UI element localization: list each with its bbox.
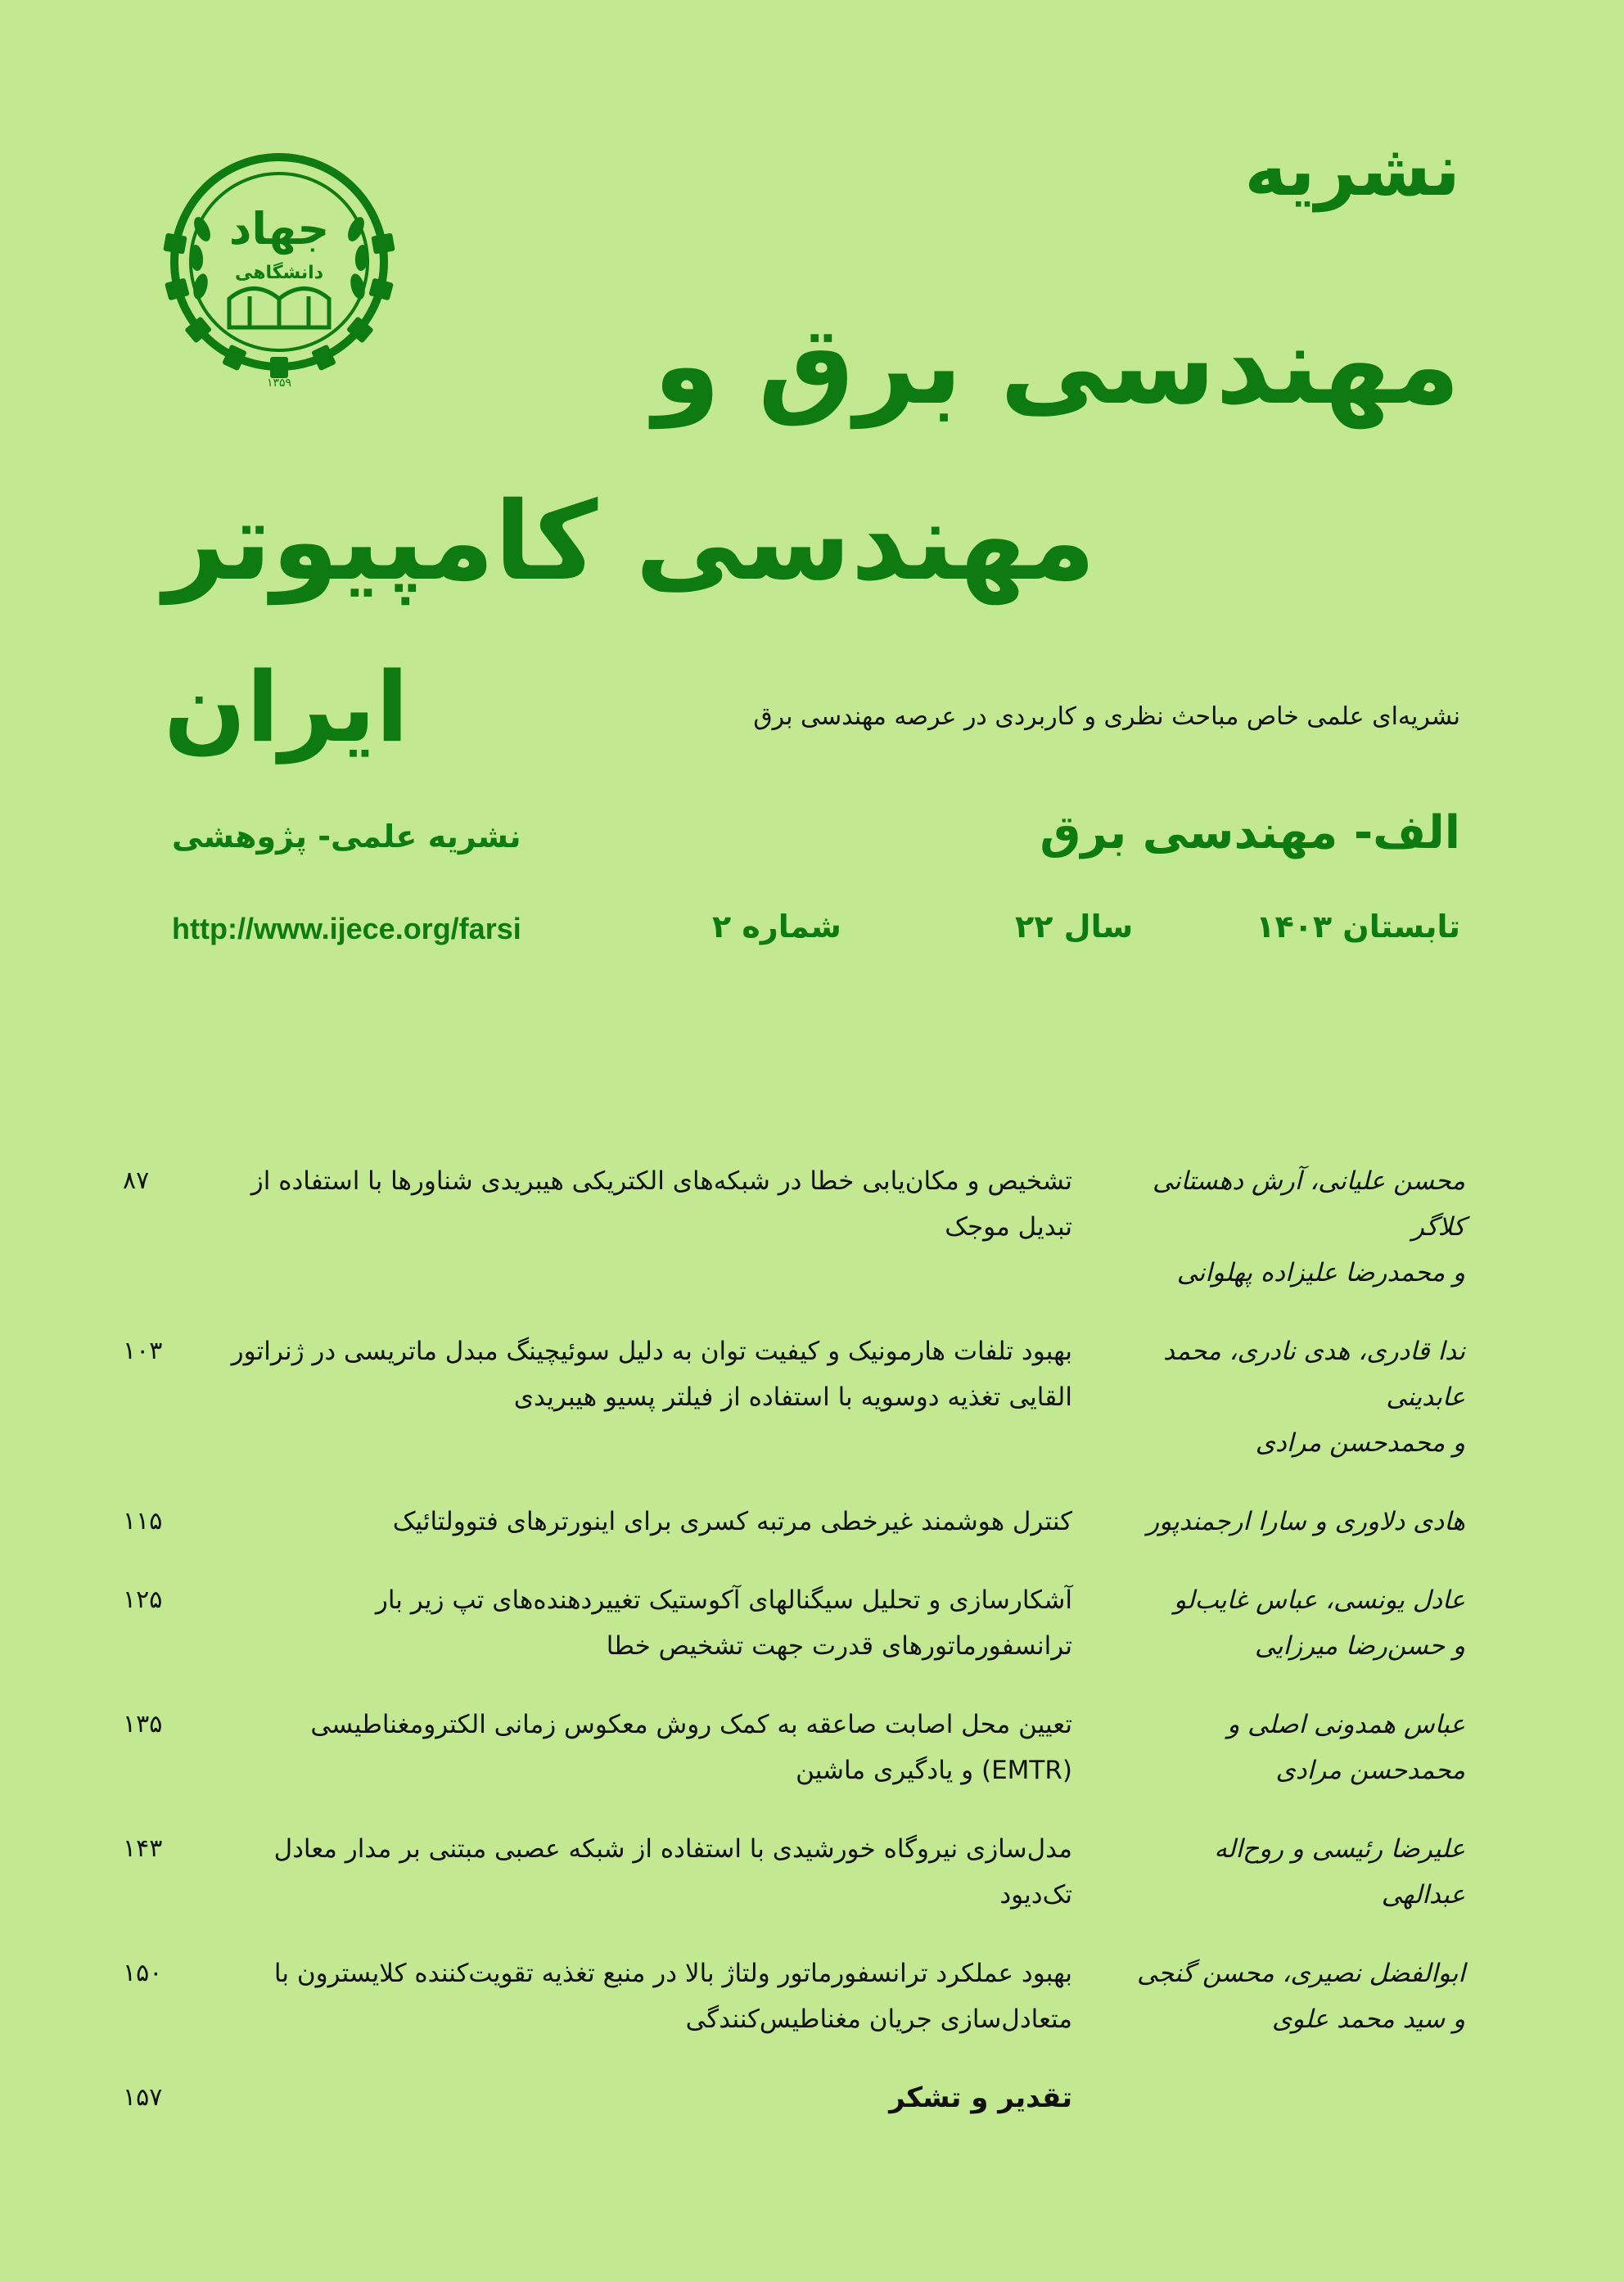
journal-logo	[151, 123, 405, 393]
toc-authors	[1130, 1702, 1465, 1793]
toc-authors	[1130, 1328, 1465, 1466]
journal-subtitle: نشریه‌ای علمی خاص مباحث نظری و کاربردی در عرصه مهندسی برق	[753, 702, 1460, 731]
toc-title[interactable]: کنترل هوشمند غیرخطی مرتبه کسری برای اینورترهای فتوولتائیک	[392, 1507, 1072, 1536]
toc-author-line: عباس همدونی اصلی و محمدحسن مرادی	[1227, 1710, 1465, 1785]
toc-row[interactable]	[123, 1158, 1465, 1296]
toc-row[interactable]	[123, 1499, 1465, 1545]
journal-label: نشریه	[1244, 128, 1460, 212]
toc-title[interactable]: تعیین محل اصابت صاعقه به کمک روش معکوس زمانی الکترومغناطیسی (EMTR) و یادگیری ماشین	[310, 1710, 1072, 1785]
toc-page: ۱۲۵	[123, 1585, 163, 1614]
journal-section: الف- مهندسی برق	[1040, 806, 1460, 859]
toc-author-line: علیرضا رئیسی و روح‌اله عبدالهی	[1214, 1834, 1465, 1910]
toc-author-line: و حسن‌رضا میرزایی	[1255, 1631, 1465, 1661]
table-of-contents	[123, 1158, 1465, 2153]
toc-row[interactable]	[123, 2075, 1465, 2121]
toc-author-line: محسن علیانی، آرش دهستانی کلاگر	[1153, 1166, 1465, 1242]
toc-row[interactable]	[123, 1951, 1465, 2042]
toc-author-line: ندا قادری، هدی نادری، محمد عابدینی	[1162, 1337, 1465, 1412]
toc-row[interactable]	[123, 1328, 1465, 1466]
toc-author-line: هادی دلاوری و سارا ارجمندپور	[1147, 1507, 1465, 1536]
toc-row[interactable]	[123, 1826, 1465, 1918]
logo-sub: دانشگاهی	[234, 263, 324, 283]
issue-season: تابستان ۱۴۰۳	[1256, 909, 1460, 945]
toc-title[interactable]: آشکارسازی و تحلیل سیگنالهای آکوستیک تغییردهنده‌های تپ زیر بار ترانسفورماتورهای قدرت جهت تشخیص خطا	[375, 1585, 1072, 1661]
toc-page: ۱۵۷	[123, 2083, 163, 2112]
toc-page: ۱۰۳	[123, 1337, 163, 1365]
logo-year: ۱۳۵۹	[266, 377, 292, 390]
toc-page: ۱۳۵	[123, 1710, 163, 1739]
toc-author-line: و محمدحسن مرادی	[1255, 1428, 1465, 1458]
toc-authors	[1130, 1577, 1465, 1669]
toc-page: ۱۱۵	[123, 1507, 163, 1536]
toc-author-line: ابوالفضل نصیری، محسن گنجی	[1137, 1959, 1465, 1988]
toc-title[interactable]: مدل‌سازی نیروگاه خورشیدی با استفاده از شبکه عصبی مبتنی بر مدار معادل تک‌دیود	[273, 1834, 1072, 1910]
toc-authors	[1130, 1499, 1465, 1545]
journal-url[interactable]: http://www.ijece.org/farsi	[172, 912, 521, 945]
toc-authors	[1130, 1951, 1465, 2042]
logo-name: جهاد	[228, 203, 330, 255]
toc-page: ۸۷	[123, 1166, 150, 1195]
journal-title-line3: ایران	[164, 651, 409, 764]
toc-title[interactable]: تقدیر و تشکر	[889, 2081, 1072, 2114]
toc-title[interactable]: تشخیص و مکان‌یابی خطا در شبکه‌های الکتریکی هیبریدی شناورها با استفاده از تبدیل موجک	[250, 1166, 1072, 1242]
issue-year: سال ۲۲	[1015, 909, 1134, 945]
journal-title-line1: مهندسی برق و	[652, 303, 1460, 429]
toc-title[interactable]: بهبود تلفات هارمونیک و کیفیت توان به دلیل سوئیچینگ مبدل ماتریسی در ژنراتور القایی تغذیه دوسویه با استفاده از فیلتر پسیو هیبریدی	[231, 1337, 1072, 1412]
toc-author-line: و محمدرضا علیزاده پهلوانی	[1176, 1258, 1465, 1288]
toc-page: ۱۴۳	[123, 1834, 163, 1863]
issue-number: شماره ۲	[712, 909, 841, 945]
toc-title[interactable]: بهبود عملکرد ترانسفورماتور ولتاژ بالا در منبع تغذیه تقویت‌کننده کلایسترون با متعادل‌سازی جریان مغناطیس‌کنندگی	[273, 1959, 1072, 2034]
journal-title-line2: مهندسی کامپیوتر	[164, 479, 1096, 605]
logo-seal-icon	[151, 123, 405, 393]
journal-kind: نشریه علمی- پژوهشی	[172, 819, 521, 855]
toc-row[interactable]	[123, 1577, 1465, 1669]
toc-page: ۱۵۰	[123, 1959, 163, 1987]
toc-authors	[1130, 1158, 1465, 1296]
toc-row[interactable]	[123, 1702, 1465, 1793]
toc-authors	[1130, 1826, 1465, 1918]
svg-text:▪▪▪▪▪▪▪▪▪▪▪▪▪▪▪▪▪▪▪▪	[151, 123, 156, 126]
toc-author-line: عادل یونسی، عباس غایب‌لو	[1174, 1585, 1465, 1615]
toc-author-line: و سید محمد علوی	[1272, 2005, 1465, 2034]
